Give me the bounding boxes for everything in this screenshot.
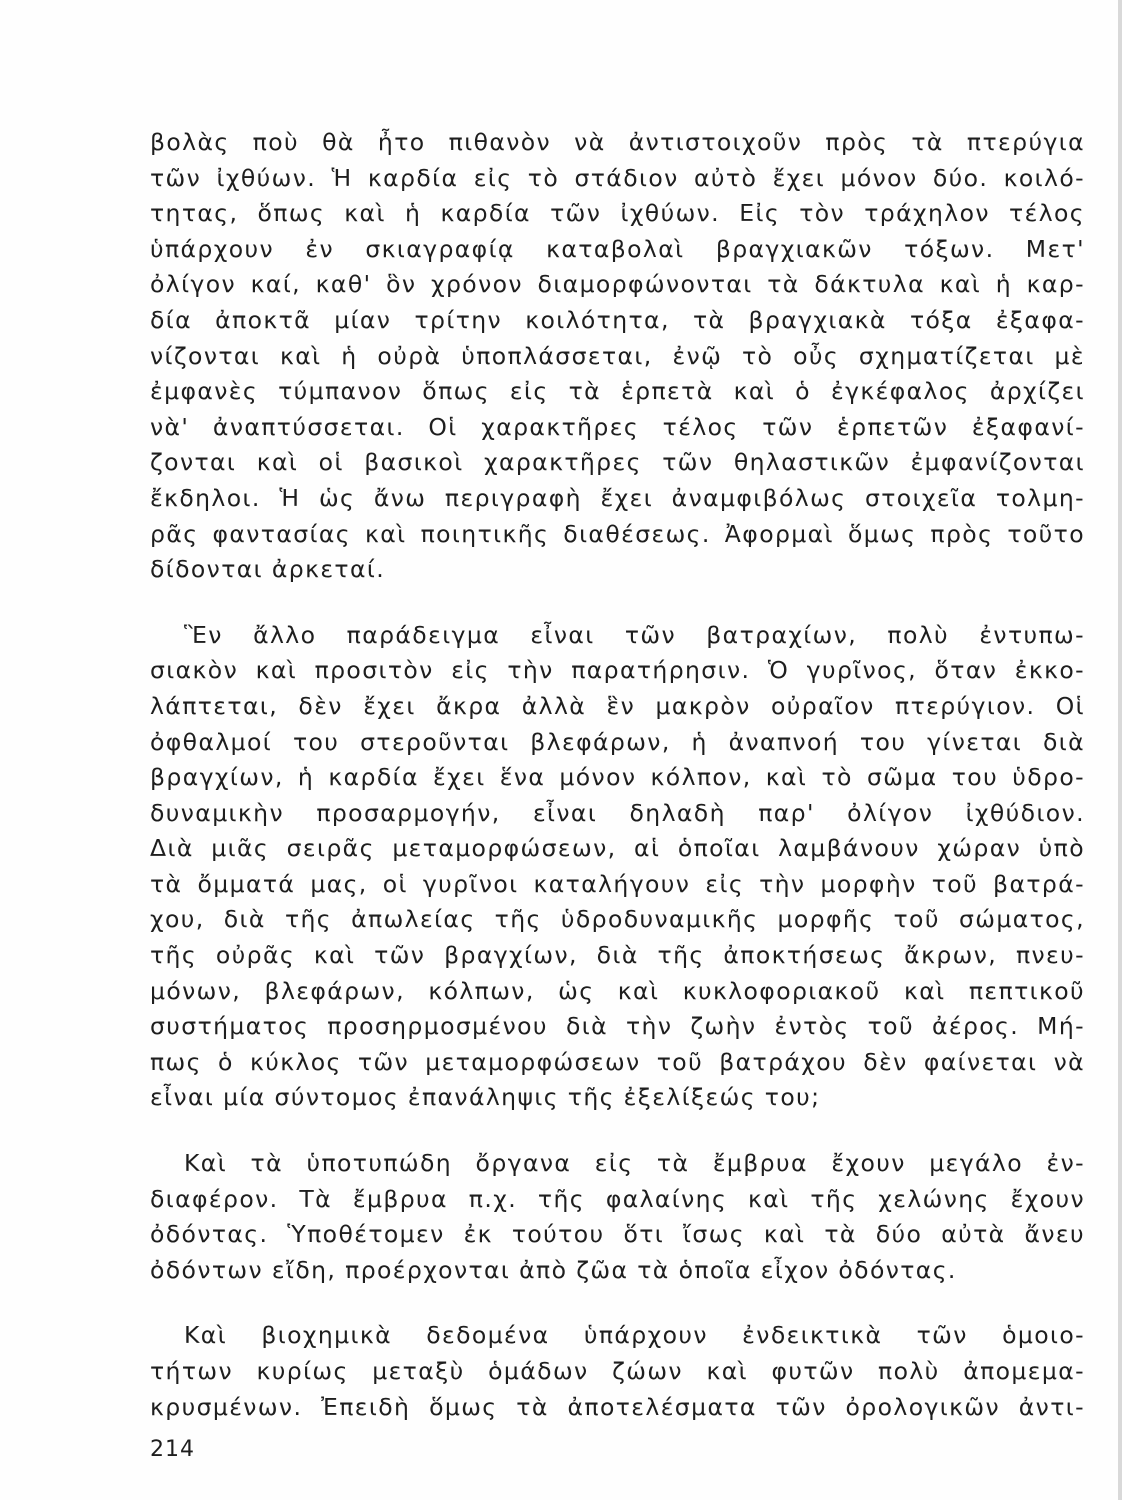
text-line: κρυσμένων. Ἐπειδὴ ὅμως τὰ ἀποτελέσματα τῶν ὀρολογικῶν ἀντι- — [150, 1392, 1085, 1421]
paragraph-gap — [150, 588, 1085, 618]
text-line: βολὰς ποὺ θὰ ἦτο πιθανὸν νὰ ἀντιστοιχοῦν πρὸς τὰ πτερύγια — [150, 128, 1085, 156]
text-line: δία ἀποκτᾶ μίαν τρίτην κοιλότητα, τὰ βραγχιακὰ τόξα ἐξαφα- — [150, 305, 1085, 334]
page-number: 214 — [150, 1437, 195, 1462]
text-line: Διὰ μιᾶς σειρᾶς μεταμορφώσεων, αἱ ὁποῖαι λαμβάνουν χώραν ὑπὸ — [150, 834, 1085, 863]
text-line: τήτων κυρίως μεταξὺ ὁμάδων ζώων καὶ φυτῶν πολὺ ἀπομεμα- — [150, 1357, 1085, 1385]
text-line: διαφέρον. Τὰ ἔμβρυα π.χ. τῆς φαλαίνης καὶ τῆς χελώνης ἔχουν — [150, 1184, 1085, 1213]
text-line: ὑπάρχουν ἐν σκιαγραφίᾳ καταβολαὶ βραγχιακῶν τόξων. Μετ' — [150, 234, 1085, 263]
text-line: μόνων, βλεφάρων, κόλπων, ὡς καὶ κυκλοφοριακοῦ καὶ πεπτικοῦ — [150, 976, 1085, 1005]
paragraph-3 — [150, 1146, 1085, 1288]
page-text — [150, 125, 1085, 1425]
text-line: ἔκδηλοι. Ἡ ὡς ἄνω περιγραφὴ ἔχει ἀναμφιβόλως στοιχεῖα τολμη- — [150, 483, 1085, 512]
paragraph-gap — [150, 1116, 1085, 1146]
paragraph-1 — [150, 125, 1085, 588]
text-line: ὀλίγον καί, καθ' ὃν χρόνον διαμορφώνονται τὰ δάκτυλα καὶ ἡ καρ- — [150, 270, 1085, 299]
text-line: λάπτεται, δὲν ἔχει ἄκρα ἀλλὰ ἓν μακρὸν οὐραῖον πτερύγιον. Οἱ — [150, 691, 1085, 720]
text-line: συστήματος προσηρμοσμένου διὰ τὴν ζωὴν ἐντὸς τοῦ ἀέρος. Μή- — [150, 1012, 1085, 1041]
text-line: δυναμικὴν προσαρμογήν, εἶναι δηλαδὴ παρ' ὀλίγον ἰχθύδιον. — [150, 798, 1085, 827]
text-line: βραγχίων, ἡ καρδία ἔχει ἕνα μόνον κόλπον, καὶ τὸ σῶμα του ὑδρο- — [150, 763, 1085, 792]
text-line: ρᾶς φαντασίας καὶ ποιητικῆς διαθέσεως. Ἀφορμαὶ ὅμως πρὸς τοῦτο — [150, 519, 1085, 548]
text-line: πως ὁ κύκλος τῶν μεταμορφώσεων τοῦ βατράχου δὲν φαίνεται νὰ — [150, 1047, 1085, 1076]
text-line: χου, διὰ τῆς ἀπωλείας τῆς ὑδροδυναμικῆς μορφῆς τοῦ σώματος, — [150, 905, 1085, 934]
text-line: σιακὸν καὶ προσιτὸν εἰς τὴν παρατήρησιν. Ὁ γυρῖνος, ὅταν ἐκκο- — [150, 656, 1085, 685]
paragraph-2 — [150, 618, 1085, 1116]
text-line: τητας, ὅπως καὶ ἡ καρδία τῶν ἰχθύων. Εἰς τὸν τράχηλον τέλος — [150, 199, 1085, 228]
text-line: ἐμφανὲς τύμπανον ὅπως εἰς τὰ ἑρπετὰ καὶ ὁ ἐγκέφαλος ἀρχίζει — [150, 377, 1085, 406]
text-line: ὀδόντων εἴδη, προέρχονται ἀπὸ ζῶα τὰ ὁποῖα εἶχον ὀδόντας. — [150, 1255, 957, 1284]
text-line: δίδονται ἀρκεταί. — [150, 555, 386, 584]
text-line: Καὶ τὰ ὑποτυπώδη ὄργανα εἰς τὰ ἔμβρυα ἔχουν μεγάλο ἐν- — [184, 1149, 1085, 1178]
text-line: νίζονται καὶ ἡ οὐρὰ ὑποπλάσσεται, ἐνῷ τὸ οὖς σχηματίζεται μὲ — [150, 341, 1085, 370]
paragraph-gap — [150, 1288, 1085, 1318]
text-line: τῆς οὐρᾶς καὶ τῶν βραγχίων, διὰ τῆς ἀποκτήσεως ἄκρων, πνευ- — [150, 941, 1085, 970]
text-line: εἶναι μία σύντομος ἐπανάληψις τῆς ἐξελίξεώς του; — [150, 1083, 821, 1112]
text-line: τῶν ἰχθύων. Ἡ καρδία εἰς τὸ στάδιον αὐτὸ ἔχει μόνον δύο. κοιλό- — [150, 163, 1085, 192]
text-line: ὀφθαλμοί του στεροῦνται βλεφάρων, ἡ ἀναπνοή του γίνεται διὰ — [150, 727, 1085, 756]
text-line: τὰ ὄμματά μας, οἱ γυρῖνοι καταλήγουν εἰς τὴν μορφὴν τοῦ βατρά- — [150, 869, 1085, 898]
text-line: ζονται καὶ οἱ βασικοὶ χαρακτῆρες τῶν θηλαστικῶν ἐμφανίζονται — [150, 448, 1085, 477]
paragraph-4 — [150, 1318, 1085, 1425]
text-line: νὰ' ἀναπτύσσεται. Οἱ χαρακτῆρες τέλος τῶν ἑρπετῶν ἐξαφανί- — [150, 412, 1085, 441]
text-line: Ἓν ἄλλο παράδειγμα εἶναι τῶν βατραχίων, πολὺ ἐντυπω- — [184, 620, 1085, 649]
text-line: ὀδόντας. Ὑποθέτομεν ἐκ τούτου ὅτι ἴσως καὶ τὰ δύο αὐτὰ ἄνευ — [150, 1220, 1085, 1249]
text-line: Καὶ βιοχημικὰ δεδομένα ὑπάρχουν ἐνδεικτικὰ τῶν ὁμοιο- — [184, 1321, 1085, 1350]
